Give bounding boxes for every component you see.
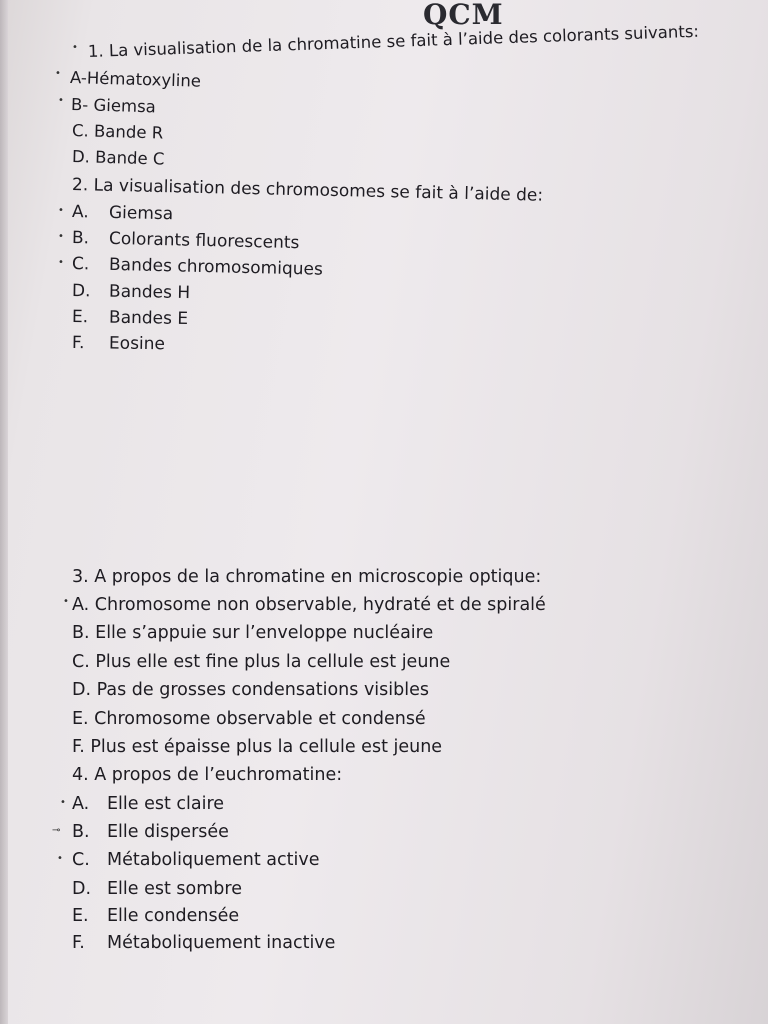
- question-4-text: 4. A propos de l’euchromatine:: [72, 765, 343, 785]
- q4-option-f: [72, 933, 335, 953]
- option-text: Elle est claire: [107, 794, 225, 814]
- handwritten-mark: •: [57, 853, 63, 864]
- option-letter: E.: [72, 906, 89, 926]
- q1-option-d: D. Bande C: [71, 147, 165, 169]
- q2-option-d: [72, 281, 190, 303]
- bullet-mark: •: [72, 42, 78, 53]
- handwritten-mark: ⊸: [52, 825, 61, 836]
- option-text: Colorants fluorescents: [108, 228, 300, 254]
- option-letter: C.: [71, 254, 90, 275]
- option-text: Eosine: [108, 333, 166, 355]
- option-letter: B.: [72, 822, 90, 842]
- option-letter: D.: [71, 281, 91, 302]
- option-text: Bandes chromosomiques: [108, 254, 324, 280]
- option-letter: F.: [71, 333, 85, 354]
- option-letter: E.: [71, 307, 89, 328]
- handwritten-mark: •: [58, 257, 64, 268]
- q3-option-e: E. Chromosome observable et condensé: [72, 709, 426, 729]
- option-letter: C.: [72, 850, 90, 870]
- handwritten-mark: •: [55, 68, 61, 79]
- q4-option-e: [72, 906, 239, 926]
- handwritten-mark: •: [63, 596, 69, 607]
- option-text: Elle dispersée: [107, 822, 229, 842]
- option-letter: A.: [71, 202, 89, 223]
- option-text: Bandes E: [108, 307, 189, 330]
- q3-option-d: D. Pas de grosses condensations visibles: [72, 680, 429, 700]
- q1-option-c: C. Bande R: [71, 121, 164, 143]
- option-text: Bandes H: [108, 281, 191, 304]
- option-letter: B.: [71, 228, 90, 249]
- question-3-text: 3. A propos de la chromatine en microscopie optique:: [72, 567, 542, 587]
- handwritten-mark: •: [58, 95, 64, 106]
- q2-option-f: [72, 333, 165, 354]
- question-2-text: 2. La visualisation des chromosomes se fait à l’aide de:: [71, 175, 544, 206]
- q2-option-c: [72, 254, 323, 280]
- option-text: Métaboliquement inactive: [107, 933, 336, 953]
- q4-option-a: [72, 794, 224, 814]
- option-text: Giemsa: [108, 202, 174, 225]
- option-letter: D.: [72, 879, 92, 899]
- q2-option-a: [72, 202, 174, 224]
- q1-option-a: A-Hématoxyline: [69, 68, 202, 91]
- q3-option-c: C. Plus elle est fine plus la cellule est jeune: [72, 652, 451, 672]
- handwritten-mark: •: [58, 231, 64, 242]
- handwritten-mark: •: [58, 205, 64, 216]
- q3-option-b: B. Elle s’appuie sur l’enveloppe nucléaire: [72, 623, 434, 643]
- q4-option-d: [72, 879, 242, 899]
- q2-option-e: [72, 307, 188, 329]
- option-letter: A.: [72, 794, 90, 814]
- option-text: Métaboliquement active: [107, 850, 320, 870]
- q3-option-a: A. Chromosome non observable, hydraté et de spiralé: [72, 595, 546, 615]
- binder-edge: [0, 0, 8, 1024]
- option-text: Elle est sombre: [107, 879, 242, 899]
- q2-option-b: [72, 228, 300, 253]
- option-letter: F.: [72, 933, 85, 953]
- q4-option-c: [72, 850, 319, 870]
- handwritten-mark: •: [60, 797, 66, 808]
- option-text: Elle condensée: [107, 906, 240, 926]
- q3-option-f: F. Plus est épaisse plus la cellule est jeune: [72, 737, 443, 757]
- q4-option-b: [72, 822, 229, 842]
- q1-option-b: B- Giemsa: [70, 95, 157, 117]
- page-title: QCM: [423, 0, 504, 31]
- question-1-text: 1. La visualisation de la chromatine se fait à l’aide des colorants suivants:: [87, 21, 700, 61]
